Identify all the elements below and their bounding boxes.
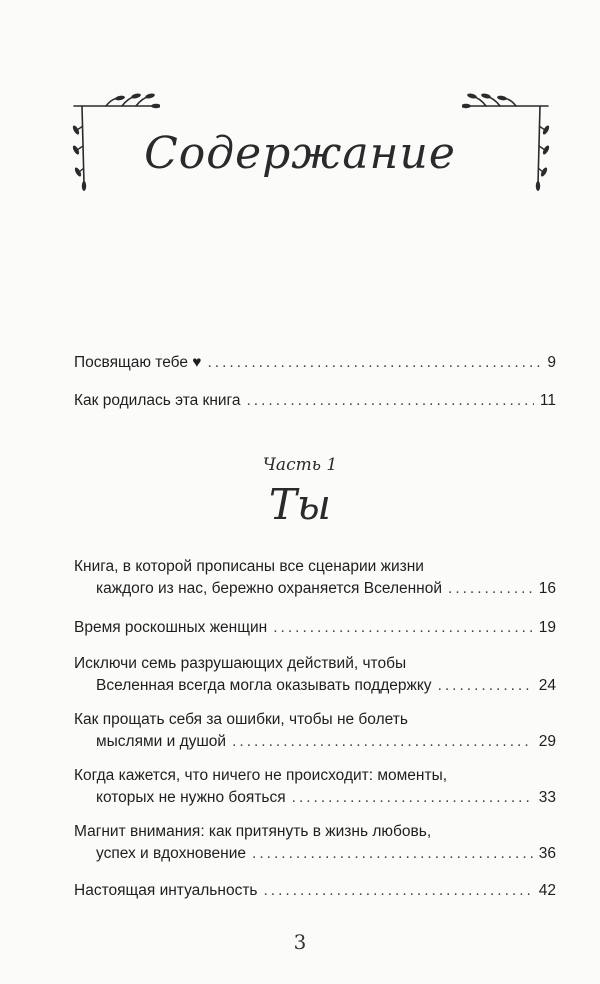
toc-entry-title-cont: Вселенная всегда могла оказывать поддержку: [96, 677, 432, 695]
leader-dots: [247, 390, 534, 412]
toc-entry-page: 29: [538, 733, 556, 751]
page-title: Содержание: [144, 128, 456, 179]
part-label: Часть 1: [262, 455, 338, 475]
toc-entry-title: Посвящаю тебе ♥: [74, 354, 202, 371]
toc-entry-page: 42: [538, 882, 556, 899]
leader-dots: [207, 352, 541, 374]
toc-entry[interactable]: [74, 709, 556, 754]
toc-entry-page: 36: [538, 845, 556, 863]
toc-entry-page: 16: [538, 580, 556, 598]
leader-dots: [438, 675, 533, 697]
toc-entry-title: Магнит внимания: как притянуть в жизнь любовь,: [74, 823, 432, 840]
toc-entry-page: 24: [538, 677, 556, 695]
toc-entry[interactable]: [74, 765, 556, 810]
leader-dots: [273, 617, 533, 639]
toc-entry-title: Когда кажется, что ничего не происходит: моменты,: [74, 767, 448, 784]
toc-entry-page: 11: [539, 392, 556, 409]
toc-entry[interactable]: [74, 352, 556, 374]
toc-entry-page: 33: [538, 789, 556, 807]
toc-entry-title: Книга, в которой прописаны все сценарии жизни: [74, 558, 424, 575]
toc-entry-title-cont: которых не нужно бояться: [96, 789, 286, 807]
toc-entry-title-cont: успех и вдохновение: [96, 845, 247, 863]
toc-entry-title-cont: мыслями и душой: [96, 733, 227, 751]
leader-dots: [292, 787, 533, 809]
toc-entry[interactable]: [74, 556, 556, 601]
toc-entry-page: 19: [538, 619, 556, 636]
toc-entry[interactable]: [74, 821, 556, 866]
toc-entry[interactable]: [74, 653, 556, 698]
toc-entry[interactable]: [74, 617, 556, 639]
toc-entry-title: Как родилась эта книга: [74, 392, 241, 409]
toc-entry-title-cont: каждого из нас, бережно охраняется Вселенной: [96, 580, 443, 598]
toc-entry-title: Настоящая интуальность: [74, 882, 258, 899]
leader-dots: [252, 843, 533, 865]
leader-dots: [232, 731, 533, 753]
toc-entry[interactable]: [74, 390, 556, 412]
leader-dots: [448, 578, 533, 600]
toc-entry-page: 9: [547, 354, 556, 371]
toc-entry[interactable]: [74, 880, 556, 902]
leader-dots: [264, 880, 533, 902]
toc-entry-title: Как прощать себя за ошибки, чтобы не болеть: [74, 711, 408, 728]
toc-entry-title: Время роскошных женщин: [74, 619, 268, 636]
part-title: Ты: [268, 480, 332, 529]
page-number: 3: [293, 930, 307, 954]
toc-entry-title: Исключи семь разрушающих действий, чтобы: [74, 655, 407, 672]
